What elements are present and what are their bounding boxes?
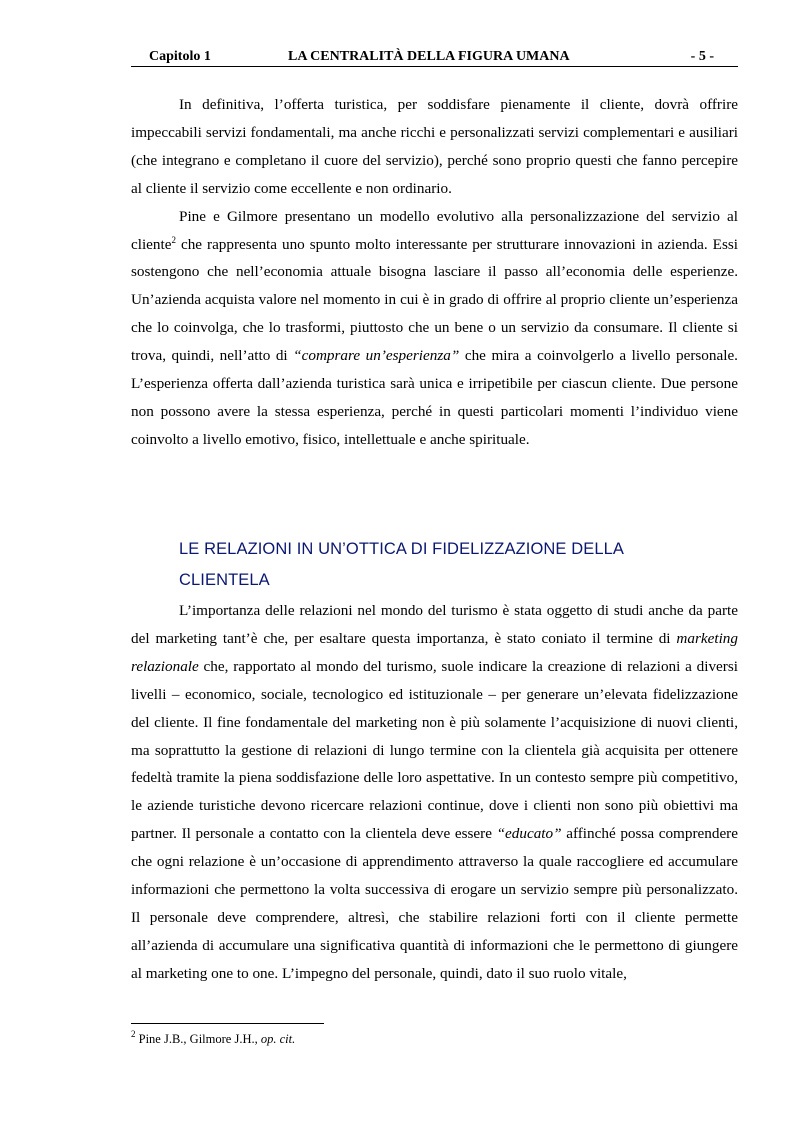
body-section-2 [131,597,738,988]
page-header [131,48,738,67]
header-title: LA CENTRALITÀ DELLA FIGURA UMANA [288,49,570,64]
paragraph-3 [131,597,738,988]
paragraph-3-text-c: affinché possa comprendere che ogni relazione è un’occasione di apprendimento attraverso la quale raccogliere ed accumulare informazioni che permettono la volta successiva di erogare un servizio sempre più personalizzato. Il personale deve comprendere, altresì, che stabilire relazioni forti con il cliente permette all’azienda di accumulare una significativa quantità di informazioni che le permettono di giungere al marketing one to one. L’impegno del personale, quindi, dato il suo ruolo vitale, [131,825,738,982]
paragraph-2 [131,203,738,454]
paragraph-1: In definitiva, l’offerta turistica, per soddisfare pienamente il cliente, dovrà offrire impeccabili servizi fondamentali, ma anche ricchi e personalizzati servizi complementari e ausiliari (che integrano e completano il cuore del servizio), perché sono proprio questi che fanno percepire al cliente il servizio come eccellente e non ordinario. [131,96,738,197]
footnote [131,1031,295,1047]
footnote-number: 2 [131,1029,136,1039]
section-heading-line-2: CLIENTELA [179,571,270,589]
paragraph-3-italic-2: “educato” [496,825,562,843]
paragraph-3-text-b: che, rapportato al mondo del turismo, suole indicare la creazione di relazioni a diversi livelli – economico, sociale, tecnologico ed istituzionale – per generare un’elevata fidelizzazione del cliente. Il fine fondamentale del marketing non è più solamente l’acquisizione di nuovi clienti, ma soprattutto la gestione di relazioni di lungo termine con la clientela già acquisita per ottenere fedeltà tramite la piena soddisfazione delle loro aspettative. In un contesto sempre più competitivo, le aziende turistiche devono ricercare relazioni continue, dove i clienti non sono più obiettivi ma partner. Il personale a contatto con la clientela deve essere [131,657,738,843]
footnote-ref: 2 [171,234,176,245]
footnote-divider [131,1023,324,1024]
paragraph-2-text-c: che mira a coinvolgerlo a livello personale. L’esperienza offerta dall’azienda turistica sarà unica e irripetibile per ciascun cliente. Due persone non possono avere la stessa esperienza, perché in questi particolari momenti l’individuo viene coinvolto a livello emotivo, fisico, intellettuale e anche spirituale. [131,347,738,448]
paragraph-2-text-a: Pine e Gilmore presentano un modello evolutivo alla personalizzazione del servizio al cliente [131,207,738,253]
paragraph-2-text-b: che rappresenta uno spunto molto interessante per strutturare innovazioni in azienda. Essi sostengono che nell’economia attuale bisogna lasciare il passo all’economia delle esperienze. Un’azienda acquista valore nel momento in cui è in grado di offrire al proprio cliente un’esperienza che lo coinvolga, che lo trasformi, piuttosto che un bene o un servizio da consumare. Il cliente si trova, quindi, nell’atto di [131,235,738,365]
section-heading-line-1: LE RELAZIONI IN UN’OTTICA DI FIDELIZZAZIONE DELLA [179,540,624,558]
paragraph-2-italic: “comprare un’esperienza” [293,347,460,365]
header-chapter: Capitolo 1 [149,49,211,64]
paragraph-3-text-a: L’importanza delle relazioni nel mondo del turismo è stata oggetto di studi anche da parte del marketing tant’è che, per esaltare questa importanza, è stato coniato il termine di [131,602,738,647]
section-heading [179,534,719,596]
header-page-number: - 5 - [690,49,714,64]
footnote-italic: op. cit. [260,1032,296,1046]
body-section-1 [131,91,738,454]
paragraph-3-italic-1: marketing relazionale [131,629,738,675]
footnote-text: Pine J.B., Gilmore J.H., [135,1032,261,1046]
